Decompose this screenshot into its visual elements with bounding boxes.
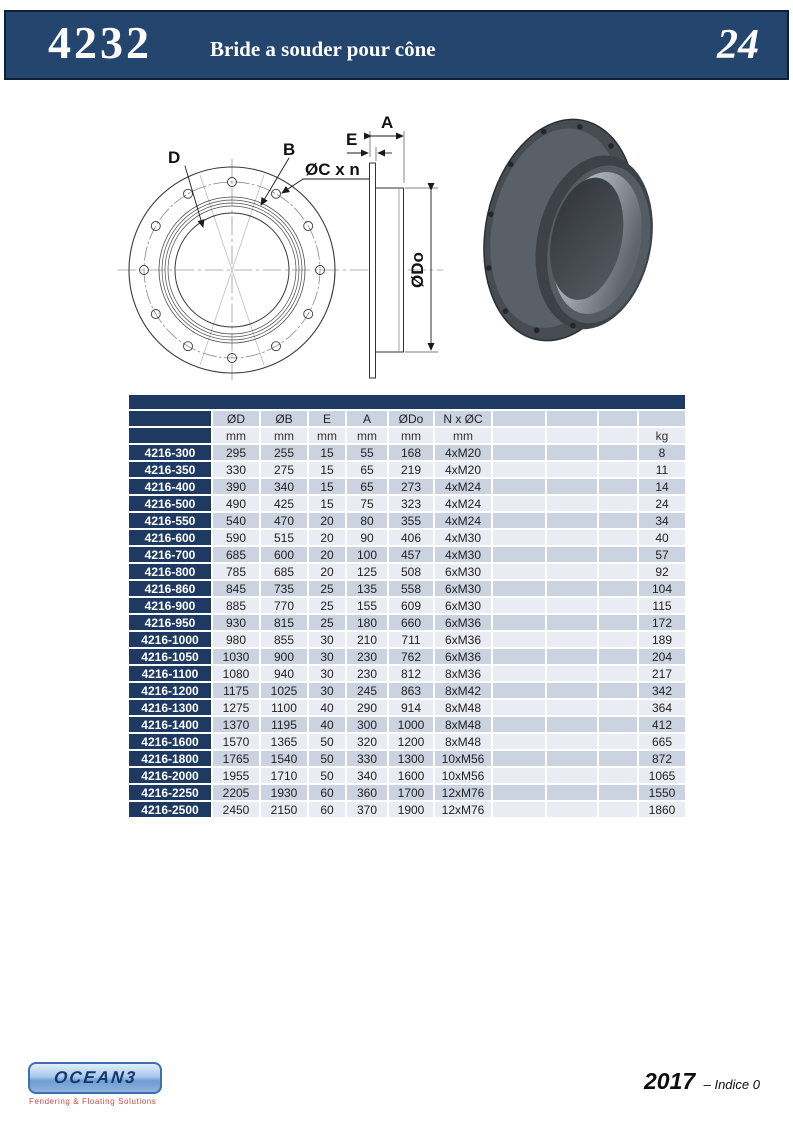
ob-cell: 855 — [261, 632, 307, 647]
nxc-cell: 4xM24 — [435, 513, 491, 528]
odo-cell: 1900 — [389, 802, 433, 817]
e-cell: 15 — [309, 445, 345, 460]
logo-tagline: Fendering & Floating Solutions — [29, 1097, 157, 1106]
page-title: Bride a souder pour cône — [210, 36, 436, 61]
kg-cell: 34 — [639, 513, 685, 528]
dim-label-B: B — [283, 140, 296, 159]
table-row — [129, 734, 685, 749]
nxc-cell: 8xM48 — [435, 700, 491, 715]
a-cell: 230 — [347, 666, 387, 681]
ocean3-logo — [28, 1062, 162, 1094]
ref-cell: 4216-1050 — [129, 649, 211, 664]
unit-cell-kg: kg — [639, 428, 685, 443]
nxc-cell: 6xM36 — [435, 649, 491, 664]
table-row — [129, 785, 685, 800]
kg-cell: 40 — [639, 530, 685, 545]
col-header: N x ØC — [435, 411, 491, 426]
od-cell: 845 — [213, 581, 259, 596]
a-cell: 55 — [347, 445, 387, 460]
nxc-cell: 12xM76 — [435, 785, 491, 800]
kg-cell: 92 — [639, 564, 685, 579]
e-cell: 20 — [309, 564, 345, 579]
ob-cell: 600 — [261, 547, 307, 562]
od-cell: 390 — [213, 479, 259, 494]
leader-C — [282, 179, 303, 193]
table-row — [129, 547, 685, 562]
ob-cell: 470 — [261, 513, 307, 528]
kg-cell: 115 — [639, 598, 685, 613]
odo-cell: 914 — [389, 700, 433, 715]
odo-cell: 273 — [389, 479, 433, 494]
ob-cell: 1930 — [261, 785, 307, 800]
table-top-band — [129, 395, 685, 409]
dim-label-E: E — [346, 130, 358, 149]
e-cell: 30 — [309, 649, 345, 664]
ob-cell: 425 — [261, 496, 307, 511]
a-cell: 90 — [347, 530, 387, 545]
flange-drawing-svg — [0, 95, 793, 391]
a-cell: 65 — [347, 462, 387, 477]
kg-cell: 189 — [639, 632, 685, 647]
ob-cell: 1540 — [261, 751, 307, 766]
od-cell: 490 — [213, 496, 259, 511]
kg-cell: 872 — [639, 751, 685, 766]
technical-drawing — [0, 95, 793, 391]
ob-cell: 900 — [261, 649, 307, 664]
odo-cell: 219 — [389, 462, 433, 477]
ref-cell: 4216-1600 — [129, 734, 211, 749]
a-cell: 135 — [347, 581, 387, 596]
unit-cell: mm — [261, 428, 307, 443]
ob-cell: 940 — [261, 666, 307, 681]
odo-cell: 1700 — [389, 785, 433, 800]
kg-cell: 8 — [639, 445, 685, 460]
ref-cell: 4216-1200 — [129, 683, 211, 698]
e-cell: 50 — [309, 734, 345, 749]
od-cell: 1080 — [213, 666, 259, 681]
odo-cell: 762 — [389, 649, 433, 664]
odo-cell: 1600 — [389, 768, 433, 783]
nxc-cell: 8xM48 — [435, 734, 491, 749]
nxc-cell: 6xM30 — [435, 598, 491, 613]
nxc-cell: 4xM24 — [435, 479, 491, 494]
ref-cell: 4216-2250 — [129, 785, 211, 800]
nxc-cell: 6xM30 — [435, 564, 491, 579]
dim-label-C: ØC x n — [305, 160, 360, 179]
nxc-cell: 12xM76 — [435, 802, 491, 817]
unit-cell: mm — [347, 428, 387, 443]
dim-label-Do: ØDo — [408, 252, 427, 288]
e-cell: 20 — [309, 547, 345, 562]
flange-plate-profile — [370, 163, 376, 378]
ref-cell: 4216-350 — [129, 462, 211, 477]
ob-cell: 275 — [261, 462, 307, 477]
ob-cell: 815 — [261, 615, 307, 630]
ref-cell: 4216-550 — [129, 513, 211, 528]
kg-cell: 342 — [639, 683, 685, 698]
a-cell: 340 — [347, 768, 387, 783]
od-cell: 980 — [213, 632, 259, 647]
col-header: A — [347, 411, 387, 426]
logo-text: OCEAN3 — [52, 1068, 138, 1087]
ob-cell: 1025 — [261, 683, 307, 698]
od-cell: 1275 — [213, 700, 259, 715]
nxc-cell: 6xM36 — [435, 632, 491, 647]
odo-cell: 323 — [389, 496, 433, 511]
nxc-cell: 10xM56 — [435, 768, 491, 783]
ob-cell: 1100 — [261, 700, 307, 715]
od-cell: 1030 — [213, 649, 259, 664]
unit-cell: mm — [309, 428, 345, 443]
od-cell: 785 — [213, 564, 259, 579]
col-header: ØDo — [389, 411, 433, 426]
e-cell: 60 — [309, 802, 345, 817]
table-row — [129, 632, 685, 647]
ob-cell: 685 — [261, 564, 307, 579]
odo-cell: 355 — [389, 513, 433, 528]
ref-cell: 4216-1100 — [129, 666, 211, 681]
a-cell: 100 — [347, 547, 387, 562]
e-cell: 50 — [309, 751, 345, 766]
kg-cell: 172 — [639, 615, 685, 630]
ref-cell: 4216-1800 — [129, 751, 211, 766]
table-row — [129, 768, 685, 783]
kg-cell: 1550 — [639, 785, 685, 800]
odo-cell: 1000 — [389, 717, 433, 732]
ref-cell: 4216-500 — [129, 496, 211, 511]
table-units-row — [129, 428, 685, 443]
table-row — [129, 615, 685, 630]
ob-cell: 1195 — [261, 717, 307, 732]
a-cell: 75 — [347, 496, 387, 511]
ob-cell: 515 — [261, 530, 307, 545]
e-cell: 25 — [309, 615, 345, 630]
e-cell: 15 — [309, 479, 345, 494]
ob-cell: 340 — [261, 479, 307, 494]
od-cell: 930 — [213, 615, 259, 630]
table-row — [129, 649, 685, 664]
ref-cell: 4216-1000 — [129, 632, 211, 647]
ob-cell: 770 — [261, 598, 307, 613]
odo-cell: 508 — [389, 564, 433, 579]
table-row — [129, 513, 685, 528]
page-number: 24 — [717, 22, 759, 68]
kg-cell: 14 — [639, 479, 685, 494]
table-row — [129, 751, 685, 766]
e-cell: 30 — [309, 632, 345, 647]
ob-cell: 255 — [261, 445, 307, 460]
e-cell: 60 — [309, 785, 345, 800]
ob-cell: 1710 — [261, 768, 307, 783]
od-cell: 885 — [213, 598, 259, 613]
table-row — [129, 445, 685, 460]
table-row — [129, 530, 685, 545]
ref-cell: 4216-600 — [129, 530, 211, 545]
nxc-cell: 8xM36 — [435, 666, 491, 681]
od-cell: 1955 — [213, 768, 259, 783]
spec-table-body — [129, 395, 685, 817]
a-cell: 125 — [347, 564, 387, 579]
ref-cell: 4216-2500 — [129, 802, 211, 817]
od-cell: 295 — [213, 445, 259, 460]
a-cell: 360 — [347, 785, 387, 800]
odo-cell: 711 — [389, 632, 433, 647]
od-cell: 330 — [213, 462, 259, 477]
product-code: 4232 — [48, 17, 152, 68]
od-cell: 590 — [213, 530, 259, 545]
kg-cell: 364 — [639, 700, 685, 715]
ref-cell: 4216-1300 — [129, 700, 211, 715]
unit-cell: mm — [435, 428, 491, 443]
table-row — [129, 598, 685, 613]
header-banner — [4, 10, 789, 80]
nxc-cell: 6xM36 — [435, 615, 491, 630]
a-cell: 320 — [347, 734, 387, 749]
od-cell: 685 — [213, 547, 259, 562]
dim-label-D: D — [168, 148, 181, 167]
nxc-cell: 8xM42 — [435, 683, 491, 698]
e-cell: 15 — [309, 462, 345, 477]
e-cell: 30 — [309, 683, 345, 698]
table-row — [129, 496, 685, 511]
od-cell: 540 — [213, 513, 259, 528]
table-row — [129, 564, 685, 579]
od-cell: 1765 — [213, 751, 259, 766]
side-view — [346, 113, 438, 378]
kg-cell: 1065 — [639, 768, 685, 783]
table-row — [129, 802, 685, 817]
col-header: ØD — [213, 411, 259, 426]
kg-cell: 11 — [639, 462, 685, 477]
table-row — [129, 683, 685, 698]
table-row — [129, 462, 685, 477]
ref-cell: 4216-700 — [129, 547, 211, 562]
kg-cell: 665 — [639, 734, 685, 749]
a-cell: 330 — [347, 751, 387, 766]
nxc-cell: 10xM56 — [435, 751, 491, 766]
odo-cell: 558 — [389, 581, 433, 596]
e-cell: 40 — [309, 717, 345, 732]
kg-cell: 412 — [639, 717, 685, 732]
e-cell: 20 — [309, 513, 345, 528]
odo-cell: 168 — [389, 445, 433, 460]
od-cell: 2205 — [213, 785, 259, 800]
kg-cell: 24 — [639, 496, 685, 511]
e-cell: 50 — [309, 768, 345, 783]
e-cell: 25 — [309, 598, 345, 613]
ref-cell: 4216-400 — [129, 479, 211, 494]
odo-cell: 1200 — [389, 734, 433, 749]
odo-cell: 863 — [389, 683, 433, 698]
odo-cell: 812 — [389, 666, 433, 681]
ob-cell: 1365 — [261, 734, 307, 749]
odo-cell: 660 — [389, 615, 433, 630]
table-row — [129, 581, 685, 596]
e-cell: 25 — [309, 581, 345, 596]
od-cell: 1570 — [213, 734, 259, 749]
ob-cell: 2150 — [261, 802, 307, 817]
ref-cell: 4216-860 — [129, 581, 211, 596]
ref-cell: 4216-900 — [129, 598, 211, 613]
a-cell: 370 — [347, 802, 387, 817]
ref-cell: 4216-800 — [129, 564, 211, 579]
ob-cell: 735 — [261, 581, 307, 596]
kg-cell: 1860 — [639, 802, 685, 817]
dim-label-A: A — [381, 113, 394, 132]
col-header: ØB — [261, 411, 307, 426]
edition-info — [644, 1068, 760, 1095]
e-cell: 20 — [309, 530, 345, 545]
ref-cell: 4216-950 — [129, 615, 211, 630]
ref-cell: 4216-2000 — [129, 768, 211, 783]
table-row — [129, 479, 685, 494]
e-cell: 40 — [309, 700, 345, 715]
table-row — [129, 700, 685, 715]
unit-cell: mm — [213, 428, 259, 443]
e-cell: 15 — [309, 496, 345, 511]
spec-table-container — [127, 393, 687, 819]
ref-cell: 4216-300 — [129, 445, 211, 460]
e-cell: 30 — [309, 666, 345, 681]
table-row — [129, 717, 685, 732]
kg-cell: 57 — [639, 547, 685, 562]
col-header: E — [309, 411, 345, 426]
odo-cell: 1300 — [389, 751, 433, 766]
nxc-cell: 4xM20 — [435, 445, 491, 460]
a-cell: 290 — [347, 700, 387, 715]
odo-cell: 609 — [389, 598, 433, 613]
edition-year: 2017 — [644, 1068, 696, 1094]
nxc-cell: 8xM48 — [435, 717, 491, 732]
nxc-cell: 4xM30 — [435, 547, 491, 562]
nxc-cell: 4xM24 — [435, 496, 491, 511]
flange-3d-render — [464, 105, 674, 359]
table-row — [129, 666, 685, 681]
a-cell: 65 — [347, 479, 387, 494]
a-cell: 210 — [347, 632, 387, 647]
a-cell: 180 — [347, 615, 387, 630]
ref-cell: 4216-1400 — [129, 717, 211, 732]
odo-cell: 406 — [389, 530, 433, 545]
kg-cell: 204 — [639, 649, 685, 664]
nxc-cell: 4xM30 — [435, 530, 491, 545]
od-cell: 2450 — [213, 802, 259, 817]
kg-cell: 217 — [639, 666, 685, 681]
nxc-cell: 4xM20 — [435, 462, 491, 477]
a-cell: 230 — [347, 649, 387, 664]
a-cell: 80 — [347, 513, 387, 528]
a-cell: 300 — [347, 717, 387, 732]
unit-cell: mm — [389, 428, 433, 443]
a-cell: 245 — [347, 683, 387, 698]
nxc-cell: 6xM30 — [435, 581, 491, 596]
a-cell: 155 — [347, 598, 387, 613]
kg-cell: 104 — [639, 581, 685, 596]
edition-indice: – Indice 0 — [703, 1077, 760, 1092]
spec-table — [127, 393, 687, 819]
table-header-row — [129, 411, 685, 426]
od-cell: 1370 — [213, 717, 259, 732]
odo-cell: 457 — [389, 547, 433, 562]
od-cell: 1175 — [213, 683, 259, 698]
